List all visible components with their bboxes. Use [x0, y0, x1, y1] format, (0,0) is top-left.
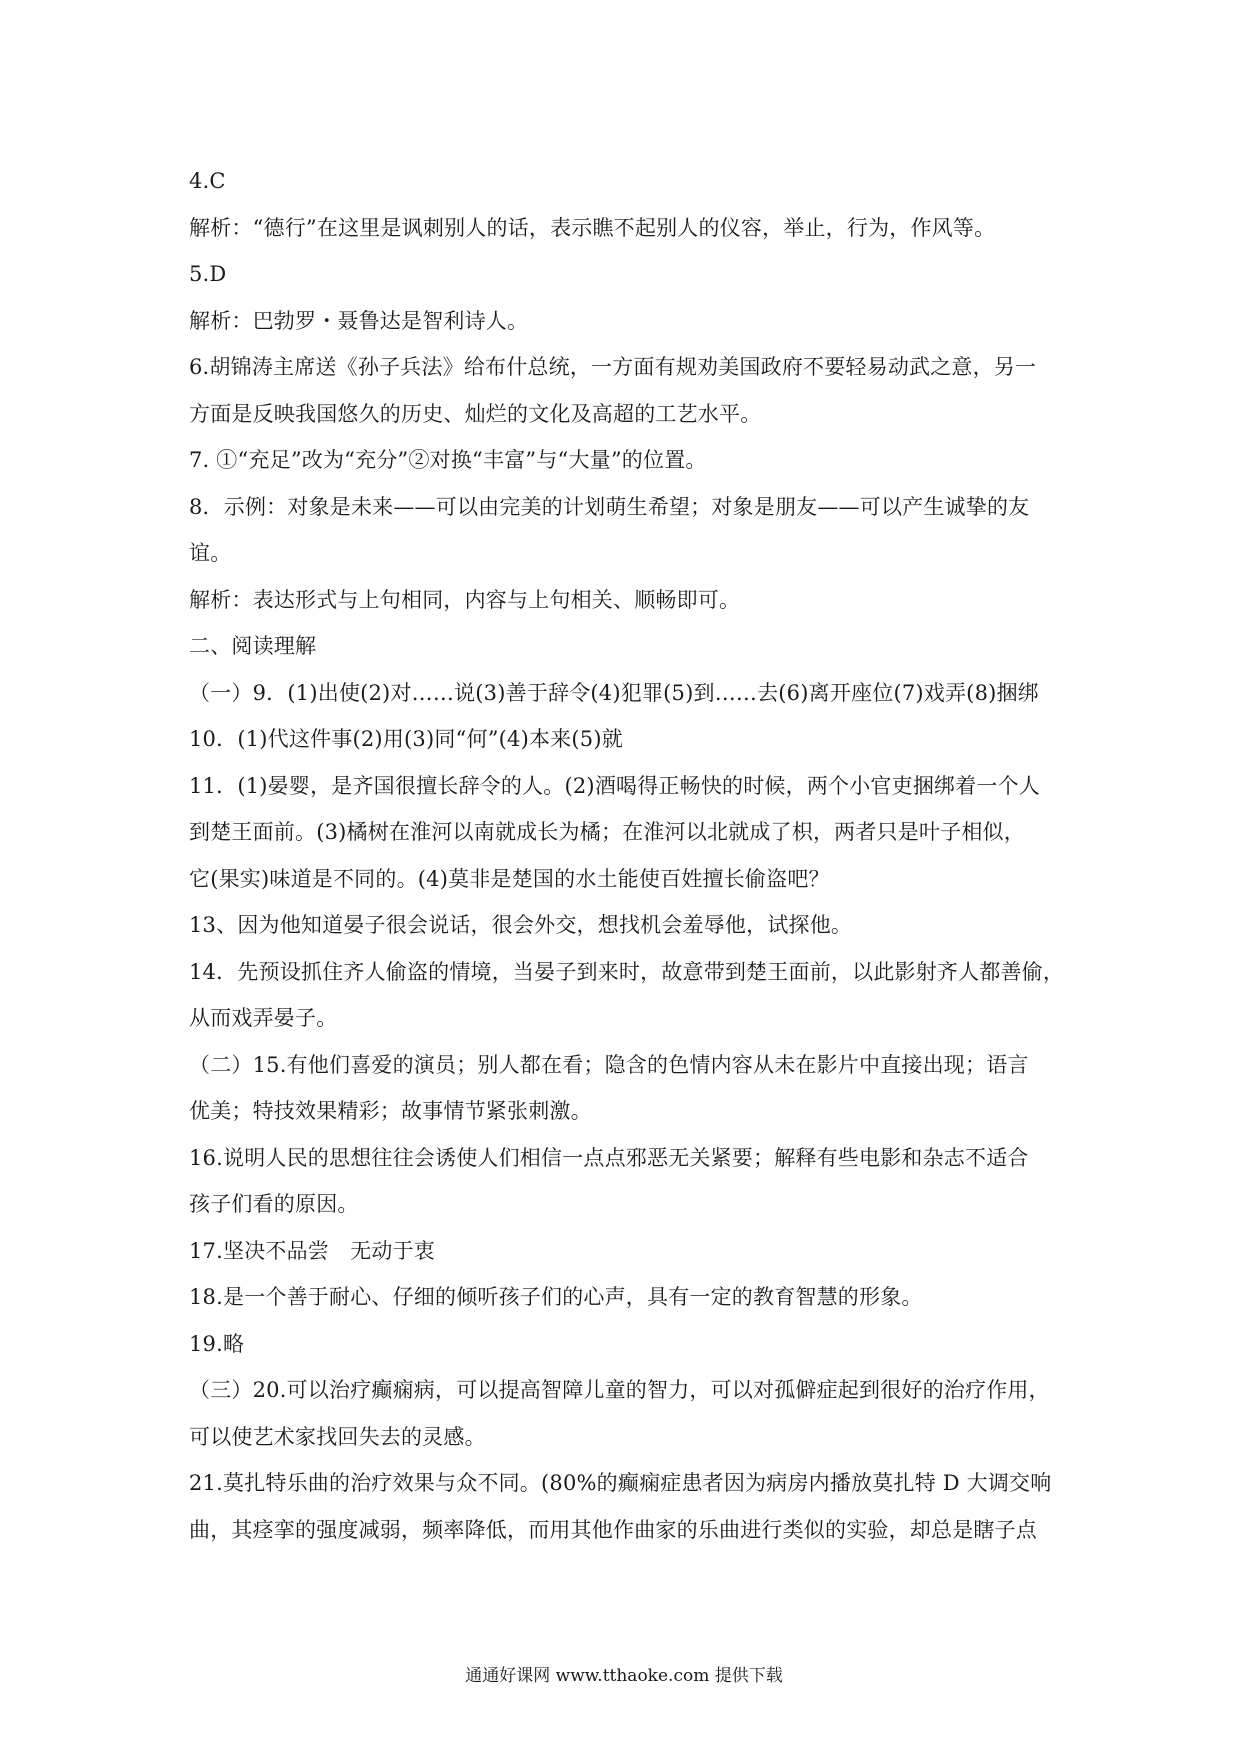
text-line: 孩子们看的原因。 [189, 1192, 359, 1216]
text-line: 可以使艺术家找回失去的灵感。 [189, 1424, 486, 1449]
page-footer: 通通好课网 www.tthaoke.com 提供下载 [465, 1666, 783, 1686]
text-line: 10．(1)代这件事(2)用(3)同“何”(4)本来(5)就 [189, 727, 623, 751]
text-line: 17.坚决不品尝 无动于衷 [189, 1238, 435, 1263]
document-page [189, 0, 1065, 1754]
text-line: 19.略 [189, 1331, 245, 1356]
text-line: 方面是反映我国悠久的历史、灿烂的文化及高超的工艺水平。 [189, 401, 762, 426]
text-line: 21.莫扎特乐曲的治疗效果与众不同。(80%的癫痫症患者因为病房内播放莫扎特 D 大调交响 [189, 1471, 1052, 1495]
text-line: 到楚王面前。(3)橘树在淮河以南就成长为橘；在淮河以北就成了枳，两者只是叶子相似， [189, 820, 1025, 844]
text-line: 5.D [189, 262, 227, 286]
text-line: 13、因为他知道晏子很会说话，很会外交，想找机会羞辱他，试探他。 [189, 913, 853, 937]
text-line: （一）9．(1)出使(2)对……说(3)善于辞令(4)犯罪(5)到……去(6)离开座位(7)戏弄(8)捆绑 [189, 680, 1039, 705]
text-line: （二）15.有他们喜爱的演员；别人都在看；隐含的色情内容从未在影片中直接出现；语言 [189, 1052, 1029, 1077]
section-heading: 二、阅读理解 [189, 634, 317, 658]
text-line: 解析：巴勃罗・聂鲁达是智利诗人。 [189, 308, 529, 333]
text-line: 解析：“德行”在这里是讽刺别人的话，表示瞧不起别人的仪容，举止，行为，作风等。 [189, 215, 996, 240]
text-line: 18.是一个善于耐心、仔细的倾听孩子们的心声，具有一定的教育智慧的形象。 [189, 1285, 923, 1309]
text-line: 7. ①“充足”改为“充分”②对换“丰富”与“大量”的位置。 [189, 448, 707, 472]
text-line: 14．先预设抓住齐人偷盗的情境，当晏子到来时，故意带到楚王面前，以此影射齐人都善偷， [189, 959, 1065, 984]
text-line: 谊。 [189, 541, 232, 565]
answer-text [189, 158, 1065, 1553]
text-line: 优美；特技效果精彩；故事情节紧张刺激。 [189, 1099, 592, 1123]
text-line: 16.说明人民的思想往往会诱使人们相信一点点邪恶无关紧要；解释有些电影和杂志不适合 [189, 1145, 1029, 1170]
text-line: （三）20.可以治疗癫痫病，可以提高智障儿童的智力，可以对孤僻症起到很好的治疗作用， [189, 1378, 1050, 1402]
text-line: 11．(1)晏婴，是齐国很擅长辞令的人。(2)酒喝得正畅快的时候，两个小官吏捆绑着一个人 [189, 773, 1041, 798]
text-line: 4.C [189, 169, 226, 193]
text-line: 曲，其痉挛的强度减弱，频率降低，而用其他作曲家的乐曲进行类似的实验，却总是瞎子点 [189, 1517, 1037, 1542]
text-line: 它(果实)味道是不同的。(4)莫非是楚国的水土能使百姓擅长偷盗吧？ [189, 866, 830, 891]
text-line: 从而戏弄晏子。 [189, 1006, 338, 1030]
text-line: 6.胡锦涛主席送《孙子兵法》给布什总统，一方面有规劝美国政府不要轻易动武之意，另一 [189, 355, 1037, 379]
text-line: 解析：表达形式与上句相同，内容与上句相关、顺畅即可。 [189, 587, 741, 612]
text-line: 8．示例：对象是未来——可以由完美的计划萌生希望；对象是朋友——可以产生诚挚的友 [189, 494, 1030, 519]
